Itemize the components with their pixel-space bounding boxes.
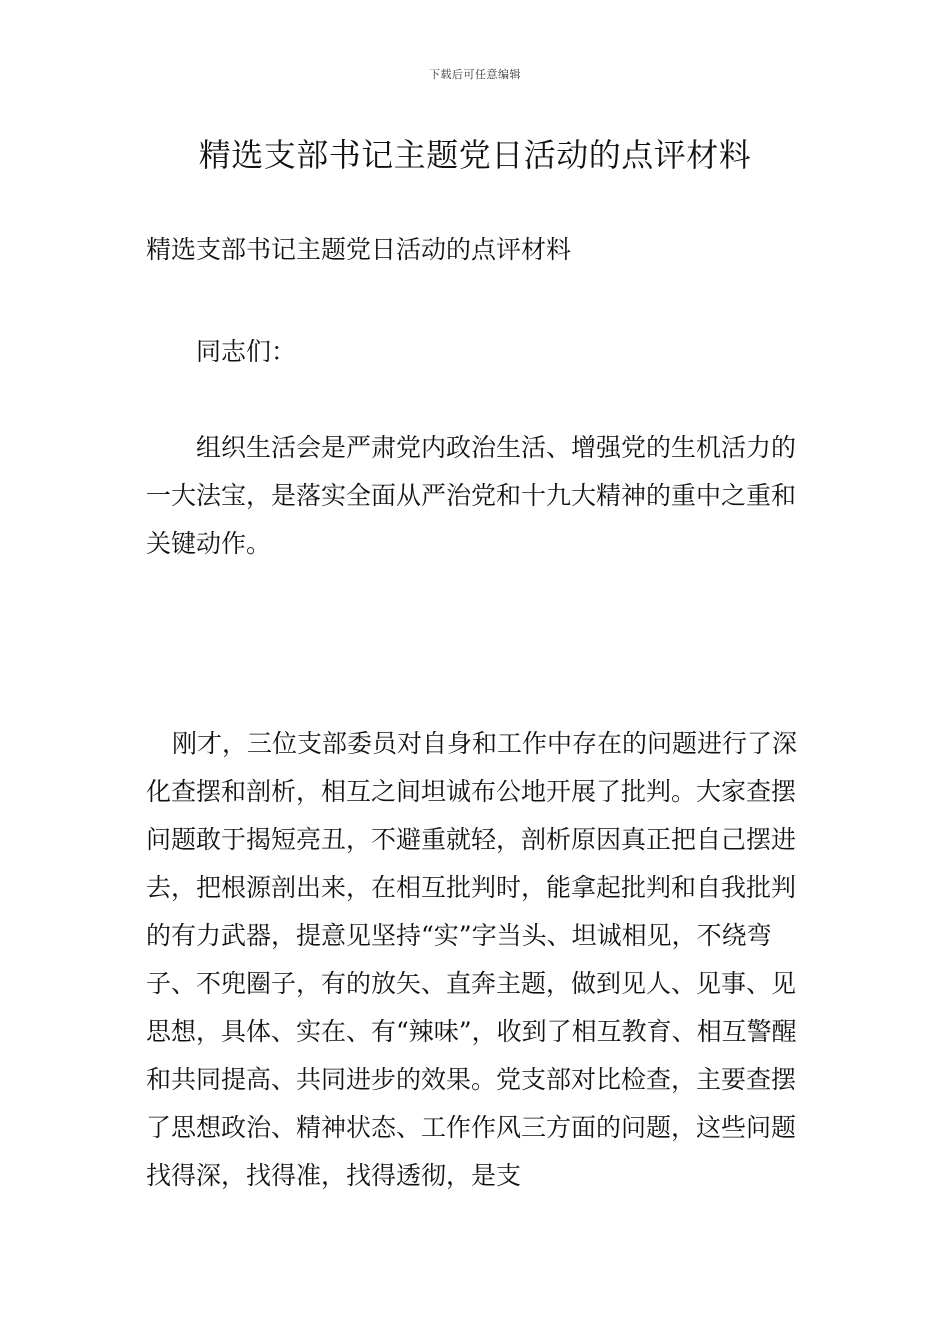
header-note: 下载后可任意编辑 bbox=[429, 68, 521, 81]
salutation: 同志们： bbox=[196, 337, 297, 366]
document-title: 精选支部书记主题党日活动的点评材料 bbox=[198, 136, 752, 174]
paragraph-2: 刚才，三位支部委员对自身和工作中存在的问题进行了深化查摆和剖析，相互之间坦诚布公地开展了批判。大家查摆问题敢于揭短亮丑，不避重就轻，剖析原因真正把自己摆进去，把根源剖出来，在相互批判时，能拿起批判和自我批判的有力武器，提意见坚持“实”字当头、坦诚相见，不绕弯子、不兜圈子，有的放矢、直奔主题，做到见人、见事、见思想，具体、实在、有“辣味”，收到了相互教育、相互警醒和共同提高、共同进步的效果。党支部对比检查，主要查摆了思想政治、精神状态、工作作风三方面的问题，这些问题找得深，找得准，找得透彻，是支 bbox=[146, 729, 798, 1190]
paragraph-1: 组织生活会是严肃党内政治生活、增强党的生机活力的一大法宝，是落实全面从严治党和十九大精神的重中之重和关键动作。 bbox=[146, 433, 797, 558]
document-subtitle: 精选支部书记主题党日活动的点评材料 bbox=[146, 235, 572, 264]
